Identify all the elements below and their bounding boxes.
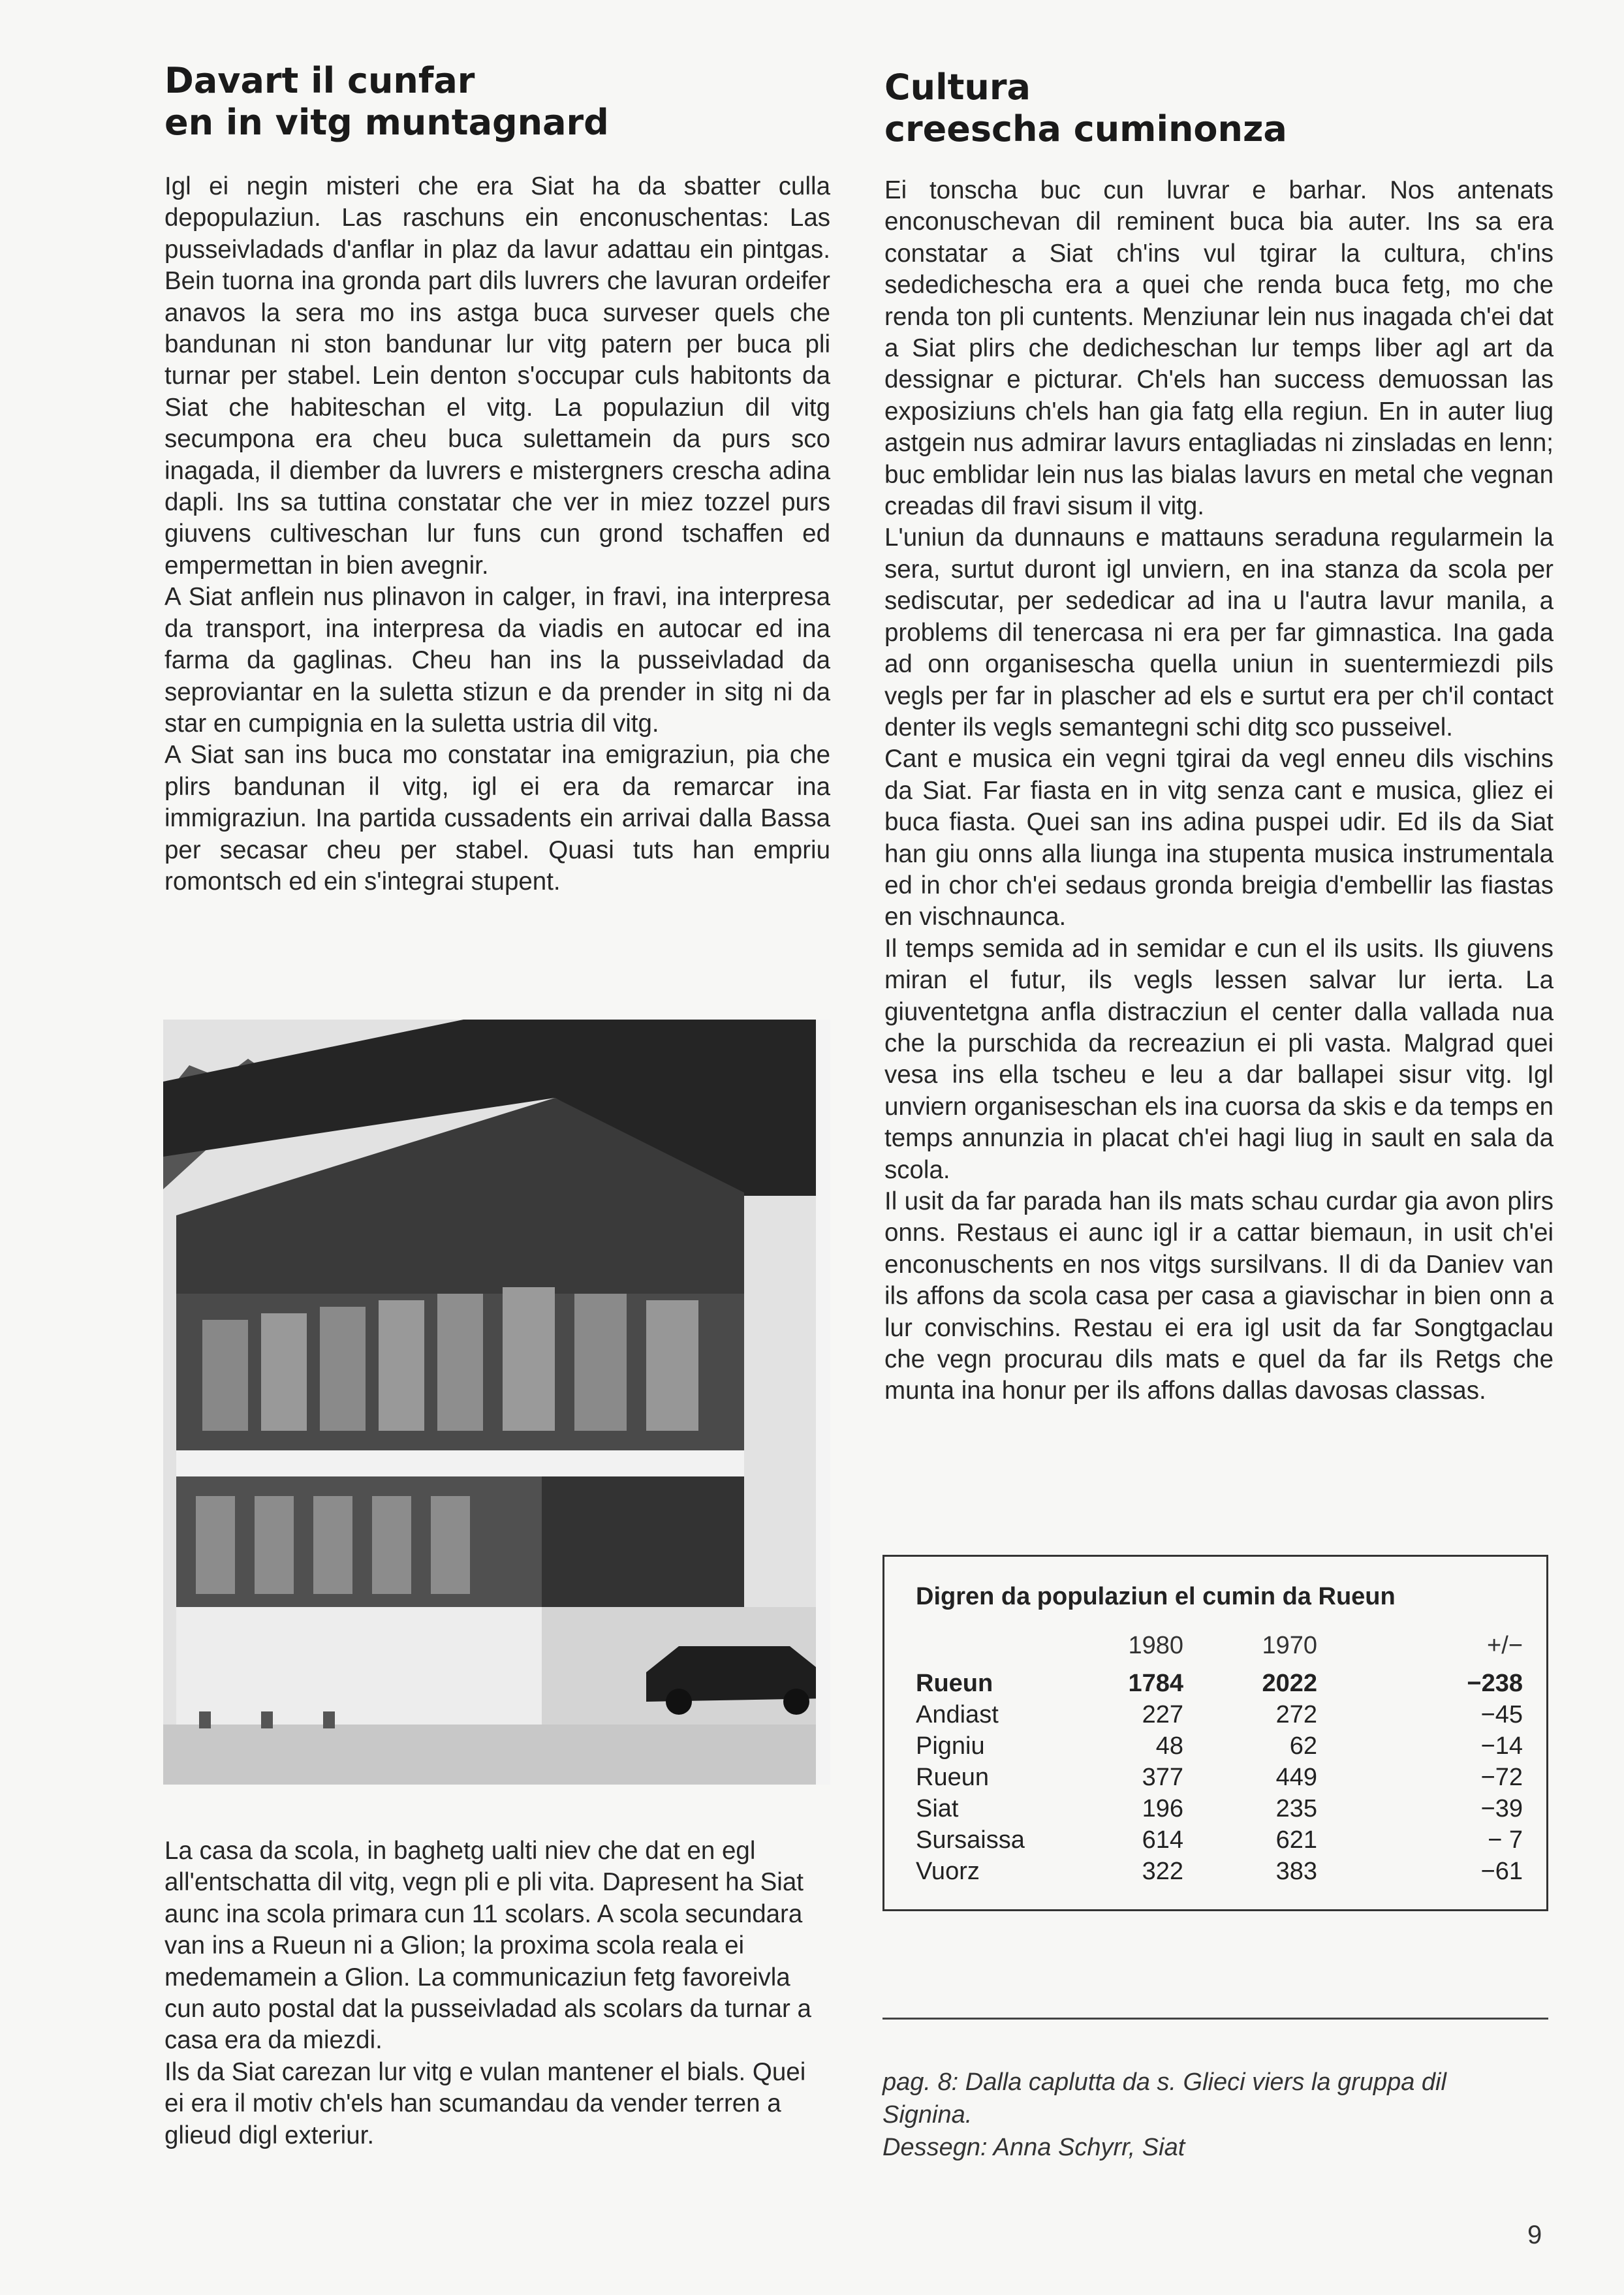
row-1980: 227 — [1142, 1701, 1183, 1728]
table-row — [916, 1668, 1529, 1699]
page-number: 9 — [1527, 2221, 1542, 2249]
school-building-photo — [163, 1020, 830, 1785]
row-name: Andiast — [916, 1701, 999, 1728]
left-column-text — [164, 171, 830, 898]
table-header-row — [916, 1630, 1529, 1661]
row-1970: 235 — [1275, 1795, 1317, 1822]
drawing-caption — [882, 2066, 1548, 2164]
row-1970: 449 — [1275, 1764, 1317, 1791]
row-1980: 614 — [1142, 1826, 1183, 1854]
right-paragraph: Il temps semida ad in semidar e cun el ils usits. Ils giuvens miran el futur, ils vegls lessen salvar lur ierta. La giuventetgna anfla distracziun el center dalla vallada nua che la purschida da recreaziun ei pli vasta. Malgrad quei vesa ins ella tscheu e leu a dar ballapei sisur vitg. Igl unviern organiseschan els ina cuorsa da skis e da temps en temps annunzia in placat ch'ei hagi liug in sault en sala da scola. — [884, 934, 1554, 1184]
row-diff: −238 — [1467, 1670, 1523, 1697]
row-1980: 322 — [1142, 1858, 1183, 1885]
left-heading-line-1: Davart il cunfar — [164, 60, 475, 101]
caption-line: Signina. — [882, 2101, 973, 2129]
row-name: Rueun — [916, 1670, 993, 1697]
row-diff: − 7 — [1488, 1826, 1523, 1854]
table-row — [916, 1824, 1529, 1856]
table-title: Digren da populaziun el cumin da Rueun — [916, 1583, 1396, 1610]
caption-line: pag. 8: Dalla caplutta da s. Glieci viers la gruppa dil — [882, 2069, 1446, 2096]
right-paragraph: Ei tonscha buc cun luvrar e barhar. Nos antenats enconuschevan dil reminent buca bia auter. Ins sa era constatar a Siat ch'ins vul tgirar la cultura, ch'ins sededichescha era a quei che renda buca fetg, mo che renda ton pli cuntents. Menziunar lein nus inagada ch'ei dat a Siat plirs che dedicheschan lur temps liber agl art da dessignar e picturar. Ch'els han success demuossan las exposiziuns ch'els han gia fatg ella regiun. En in auter liug astgein nus admirar lavurs entagliadas ni zinsladas en lenn; buc emblidar lein nus las bialas lavurs en metal che vegnan creadas dil fravi sisum il vitg. — [884, 176, 1554, 521]
caption-paragraph: Ils da Siat carezan lur vitg e vulan mantener el bials. Quei ei era il motiv ch'els han scumandau da vender terren a glieud digl exteriur. — [164, 2057, 806, 2149]
row-name: Siat — [916, 1795, 959, 1822]
header-cell-diff: +/− — [1487, 1632, 1523, 1659]
right-column-text — [884, 175, 1554, 1407]
row-1970: 272 — [1275, 1701, 1317, 1728]
row-name: Pigniu — [916, 1732, 985, 1760]
row-name: Vuorz — [916, 1858, 980, 1885]
row-name: Sursaissa — [916, 1826, 1025, 1854]
header-cell-1970: 1970 — [1262, 1632, 1317, 1659]
row-1980: 1784 — [1128, 1670, 1183, 1697]
divider-line — [882, 2018, 1548, 2020]
right-heading-line-1: Cultura — [884, 67, 1031, 108]
row-1970: 2022 — [1262, 1670, 1317, 1697]
row-1970: 621 — [1275, 1826, 1317, 1854]
header-cell-1980: 1980 — [1128, 1632, 1183, 1659]
right-paragraph: L'uniun da dunnauns e mattauns seraduna regularmein la sera, surtut duront igl unviern, en ina stanza da scola per sediscutar, per sededicar ad ina u l'autra lavur manila, a problems dil tenercasa ni era per far gimnastica. Ina gada ad onn organisescha quella uniun in suentermiezdi pils vegls per far in plascher ad els e surtut era per ch'il contact denter ils vegls semantegni schi ditg sco pusseivel. — [884, 523, 1554, 742]
table-row — [916, 1856, 1529, 1887]
right-article-heading — [884, 67, 1287, 150]
left-paragraph: A Siat san ins buca mo constatar ina emigraziun, pia che plirs bandunan il vitg, igl ei era da remarcar ina immigraziun. Ina partida cussadents ein arrivai dalla Bassa per secasar cheu per stabel. Quasi tuts han empriu romontsch ed ein s'integrai stupent. — [164, 741, 830, 896]
table-row — [916, 1699, 1529, 1730]
row-diff: −45 — [1480, 1701, 1523, 1728]
right-heading-line-2: creescha cuminonza — [884, 108, 1287, 149]
row-1980: 48 — [1155, 1732, 1183, 1760]
table-row — [916, 1730, 1529, 1762]
caption-credit: Dessegn: Anna Schyrr, Siat — [882, 2134, 1185, 2161]
row-name: Rueun — [916, 1764, 989, 1791]
row-diff: −72 — [1480, 1764, 1523, 1791]
row-diff: −61 — [1480, 1858, 1523, 1885]
row-1970: 62 — [1289, 1732, 1317, 1760]
population-table — [882, 1555, 1548, 1911]
row-diff: −14 — [1480, 1732, 1523, 1760]
table-row — [916, 1793, 1529, 1824]
left-article-heading — [164, 60, 609, 144]
left-heading-line-2: en in vitg muntagnard — [164, 102, 609, 143]
table-row — [916, 1762, 1529, 1793]
caption-paragraph: La casa da scola, in baghetg ualti niev che dat en egl all'entschatta dil vitg, vegn pli e pli vita. Dapresent ha Siat aunc ina scola primara cun 11 scolars. A scola secundara van ins a Rueun ni a Glion; la proxima scola reala ei medemamein a Glion. La communicaziun fetg favoreivla cun auto postal dat la pusseivladad als scolars da turnar a casa era da miezdi. — [164, 1837, 811, 2055]
right-paragraph: Cant e musica ein vegni tgirai da vegl enneu dils vischins da Siat. Far fiasta en in vitg senza cant e musica, gliez ei buca fiasta. Quei san ins adina puspei udir. Ed ils da Siat han giu onns alla liunga ina stupenta musica instrumentala ed in chor ch'ei sedaus gronda breigia d'embellir las fiastas en vischnaunca. — [884, 745, 1554, 931]
right-paragraph: Il usit da far parada han ils mats schau curdar gia avon plirs onns. Restaus ei aunc igl ir a cattar biemaun, in usit ch'ei enconuschents en nos vitgs sursilvans. Il di da Daniev van ils affons da scola casa per casa a giavischar in bien onn a lur convischins. Restau ei era igl usit da far Songtgaclau che vegn procurau dils mats e quel da far ils Retgs che munta ina honur per ils affons dallas davosas classas. — [884, 1187, 1554, 1405]
row-1970: 383 — [1275, 1858, 1317, 1885]
left-paragraph: A Siat anflein nus plinavon in calger, in fravi, ina interpresa da transport, ina interpresa da viadis en autocar ed ina farma da gaglinas. Cheu han ins la pusseivladad da seproviantar en la suletta stizun e da prender in sitg ni da star en cumpignia en la suletta ustria dil vitg. — [164, 583, 830, 738]
left-paragraph: Igl ei negin misteri che era Siat ha da sbatter culla depopulaziun. Las raschuns ein enconuschentas: Las pusseivladads d'anflar in plaz da lavur adattau ein pintgas. Bein tuorna ina gronda part dils luvrers che lavuran ordeifer anavos la sera mo ins astga buca surveser quels che bandunan ni ston bandunar lur vitg patern per buca pli turnar per stabel. Lein denton s'occupar culs habitonts da Siat che habiteschan el vitg. La populaziun dil vitg secumpona era cheu buca sulettamein da purs sco inagada, il diember da luvrers e mistergners crescha adina dapli. Ins sa tuttina constatar che ver in miez tozzel purs giuvens cultiveschan lur funs cun grond tschaffen ed empermettan in bien avegnir. — [164, 172, 830, 580]
school-description-text — [164, 1835, 830, 2151]
row-1980: 377 — [1142, 1764, 1183, 1791]
row-diff: −39 — [1480, 1795, 1523, 1822]
row-1980: 196 — [1142, 1795, 1183, 1822]
